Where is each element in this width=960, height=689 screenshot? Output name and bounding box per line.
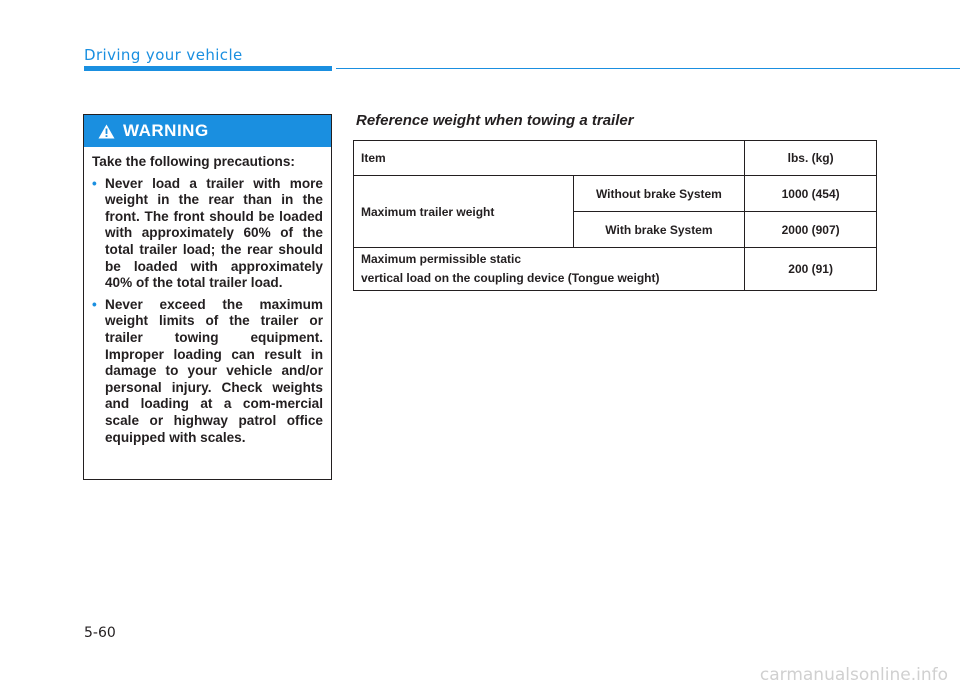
- warning-list: [92, 176, 323, 447]
- max-trailer-weight-label: Maximum trailer weight: [354, 176, 574, 248]
- bullet-icon: •: [92, 296, 97, 312]
- warning-box: [83, 114, 332, 480]
- table-header-item: Item: [354, 141, 745, 176]
- static-load-label: [354, 248, 745, 291]
- bullet-icon: •: [92, 175, 97, 191]
- warning-heading: [84, 115, 331, 147]
- section-title: Reference weight when towing a trailer: [356, 112, 634, 129]
- watermark: carmanualsonline.info: [759, 665, 948, 685]
- with-brake-label: With brake System: [573, 212, 745, 248]
- section-header-title: Driving your vehicle: [84, 46, 243, 64]
- static-load-value: 200 (91): [745, 248, 877, 291]
- list-item: [92, 297, 323, 446]
- static-load-label-line2: vertical load on the coupling device (Tongue weight): [361, 271, 660, 285]
- table-header-unit: lbs. (kg): [745, 141, 877, 176]
- list-item: [92, 176, 323, 292]
- reference-weight-table: [353, 140, 877, 291]
- header-rule-thin: [336, 68, 960, 69]
- without-brake-value: 1000 (454): [745, 176, 877, 212]
- without-brake-label: Without brake System: [573, 176, 745, 212]
- warning-intro: Take the following precautions:: [92, 154, 295, 169]
- warning-body: [84, 147, 331, 446]
- static-load-label-line1: Maximum permissible static: [361, 252, 522, 266]
- warning-item-text: Never exceed the maximum weight limits of the trailer or trailer towing equipment. Improper loading can result in damage to your vehicle and/or personal injury. Check weights and loading at a com-mercial scale or highway patrol office equipped with scales.: [105, 296, 323, 445]
- warning-heading-text: WARNING: [123, 121, 209, 140]
- table-row: [354, 176, 877, 212]
- page-number: 5-60: [84, 625, 116, 641]
- table-row: [354, 248, 877, 291]
- table-row: [354, 141, 877, 176]
- header-rule-thick: [84, 66, 332, 71]
- warning-item-text: Never load a trailer with more weight in the rear than in the front. The front should be loaded with approximately 60% of the total trailer load; the rear should be loaded with approximately 40% of the total trailer load.: [105, 175, 323, 291]
- with-brake-value: 2000 (907): [745, 212, 877, 248]
- warning-triangle-icon: [98, 124, 115, 139]
